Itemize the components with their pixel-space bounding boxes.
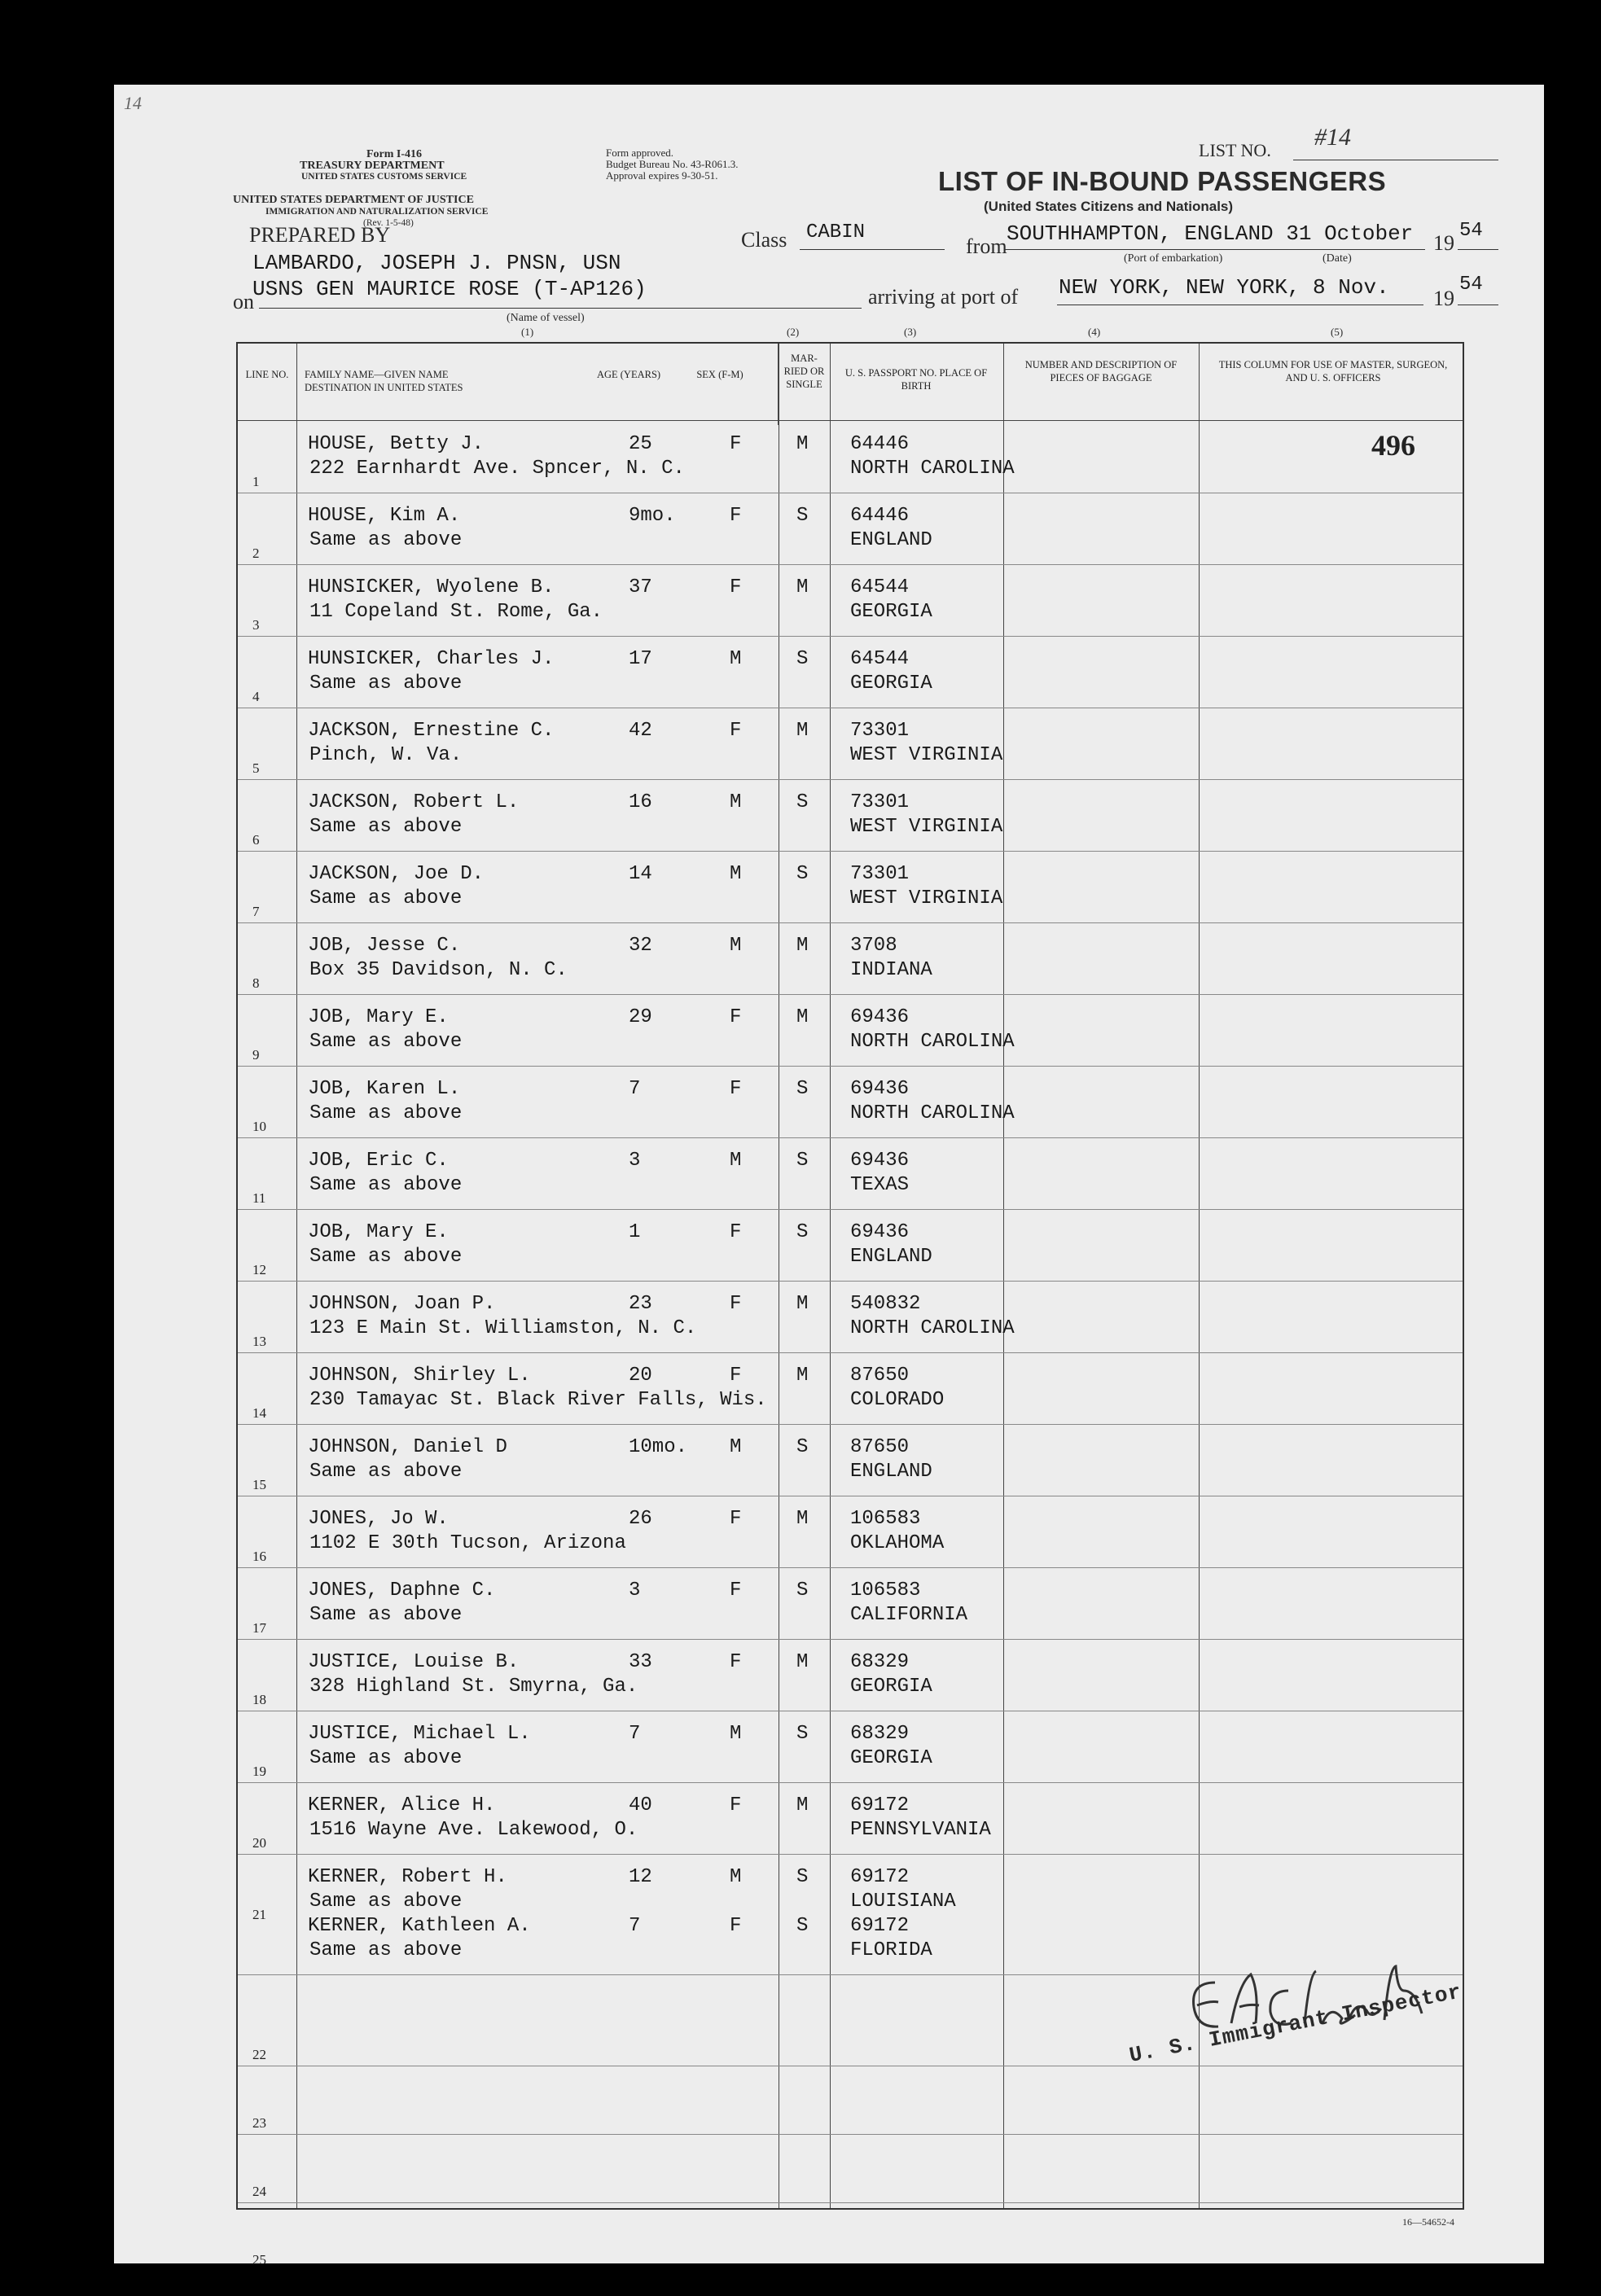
arriving-label: arriving at port of <box>868 285 1019 309</box>
passenger-sex: M <box>730 863 742 885</box>
passenger-destination: 11 Copeland St. Rome, Ga. <box>309 601 603 623</box>
passenger-destination: Same as above <box>309 1031 463 1053</box>
table-row <box>238 1496 1463 1568</box>
passenger-marital: S <box>796 1150 809 1172</box>
from-year-prefix: 19 <box>1433 231 1454 255</box>
passenger-destination: Same as above <box>309 529 463 551</box>
passport-number: 73301 <box>850 863 910 885</box>
passenger-age: 1 <box>629 1221 641 1243</box>
line-number: 10 <box>252 1119 266 1134</box>
birth-place: COLORADO <box>850 1389 945 1411</box>
passport-number: 73301 <box>850 791 910 813</box>
passport-number: 64544 <box>850 648 910 670</box>
passenger-marital: S <box>796 648 809 670</box>
passenger-age: 9mo. <box>629 505 676 527</box>
passenger-age: 29 <box>629 1006 652 1028</box>
passenger-destination: Same as above <box>309 1174 463 1196</box>
passenger-sex: M <box>730 935 742 957</box>
passenger-name: JUSTICE, Michael L. <box>308 1723 531 1745</box>
passenger-sex: F <box>730 1293 742 1315</box>
col-header-married: MAR- RIED OR SINGLE <box>783 353 825 390</box>
passenger-marital: S <box>796 1723 809 1745</box>
line-number: 4 <box>252 689 260 704</box>
passenger-destination: Same as above <box>309 1461 463 1483</box>
passenger-sex: M <box>730 1436 742 1458</box>
col-header-passport: U. S. PASSPORT NO. PLACE OF BIRTH <box>844 367 988 392</box>
table-row <box>238 1210 1463 1282</box>
passenger-destination: Same as above <box>309 1939 463 1961</box>
col-header-officers: THIS COLUMN FOR USE OF MASTER, SURGEON, AND U. S. OFFICERS <box>1218 359 1448 383</box>
passenger-marital: M <box>796 1293 809 1315</box>
passenger-name: JONES, Daphne C. <box>308 1580 496 1602</box>
page-subtitle: (United States Citizens and Nationals) <box>984 199 1234 214</box>
approval-expires: Approval expires 9-30-51. <box>606 169 718 182</box>
line-number: 22 <box>252 2047 266 2062</box>
passenger-name: HUNSICKER, Charles J. <box>308 648 555 670</box>
passenger-marital: M <box>796 576 809 598</box>
birth-place: OKLAHOMA <box>850 1532 945 1554</box>
passport-number: 3708 <box>850 935 897 957</box>
table-row <box>238 852 1463 923</box>
line-number: 15 <box>252 1477 266 1492</box>
line-number: 3 <box>252 617 260 633</box>
passenger-destination: Same as above <box>309 816 463 838</box>
budget-bureau: Budget Bureau No. 43-R061.3. <box>606 158 739 170</box>
passport-number: 69172 <box>850 1794 910 1816</box>
date-caption: (Date) <box>1322 252 1352 265</box>
passenger-destination: Same as above <box>309 887 463 909</box>
prepared-by-value: LAMBARDO, JOSEPH J. PNSN, USN <box>252 251 621 275</box>
passenger-age: 3 <box>629 1150 641 1172</box>
line-number: 13 <box>252 1334 266 1349</box>
passenger-name: KERNER, Kathleen A. <box>308 1915 531 1937</box>
passenger-marital: S <box>796 1436 809 1458</box>
table-row <box>238 1138 1463 1210</box>
page-title: LIST OF IN-BOUND PASSENGERS <box>938 166 1387 196</box>
table-row <box>238 708 1463 780</box>
birth-place: FLORIDA <box>850 1939 932 1961</box>
passenger-sex: F <box>730 1365 742 1387</box>
passenger-marital: M <box>796 935 809 957</box>
passenger-age: 37 <box>629 576 652 598</box>
passenger-destination: Same as above <box>309 1604 463 1626</box>
class-label: Class <box>741 228 787 252</box>
ins-service: IMMIGRATION AND NATURALIZATION SERVICE <box>265 207 489 217</box>
form-number: Form I-416 <box>366 148 423 160</box>
port-embarkation-caption: (Port of embarkation) <box>1124 252 1223 265</box>
passport-number: 69172 <box>850 1866 910 1888</box>
class-underline <box>800 249 945 250</box>
table-row-empty <box>238 2135 1463 2203</box>
line-number: 23 <box>252 2115 266 2131</box>
birth-place: ENGLAND <box>850 1461 932 1483</box>
passenger-destination: Same as above <box>309 1891 463 1913</box>
passport-number: 69172 <box>850 1915 910 1937</box>
table-row <box>238 1425 1463 1496</box>
passenger-marital: M <box>796 1794 809 1816</box>
passenger-destination: 328 Highland St. Smyrna, Ga. <box>309 1676 638 1698</box>
passenger-marital: M <box>796 1651 809 1673</box>
passport-number: 540832 <box>850 1293 921 1315</box>
passenger-sex: F <box>730 433 742 455</box>
justice-dept: UNITED STATES DEPARTMENT OF JUSTICE <box>233 194 474 206</box>
vessel-value: USNS GEN MAURICE ROSE (T-AP126) <box>252 277 647 301</box>
passenger-age: 20 <box>629 1365 652 1387</box>
table-row <box>238 1783 1463 1855</box>
arriving-year-value: 54 <box>1459 274 1483 296</box>
passenger-marital: S <box>796 1078 809 1100</box>
col-number-4: (4) <box>1088 326 1101 338</box>
line-number: 18 <box>252 1692 266 1707</box>
passport-number: 69436 <box>850 1078 910 1100</box>
line-number: 12 <box>252 1262 266 1277</box>
passport-number: 64544 <box>850 576 910 598</box>
passenger-age: 25 <box>629 433 652 455</box>
passenger-sex: M <box>730 1723 742 1745</box>
passenger-sex: F <box>730 1508 742 1530</box>
passenger-destination: Same as above <box>309 1246 463 1268</box>
col-number-5: (5) <box>1331 326 1344 338</box>
line-number: 24 <box>252 2184 266 2199</box>
passenger-marital: S <box>796 1915 809 1937</box>
passenger-marital: M <box>796 1508 809 1530</box>
table-row <box>238 780 1463 852</box>
passenger-age: 17 <box>629 648 652 670</box>
line-number: 19 <box>252 1764 266 1779</box>
passport-number: 64446 <box>850 433 910 455</box>
passenger-name: JOHNSON, Joan P. <box>308 1293 496 1315</box>
passenger-age: 3 <box>629 1580 641 1602</box>
passenger-age: 12 <box>629 1866 652 1888</box>
table-row <box>238 995 1463 1067</box>
passenger-sex: F <box>730 1915 742 1937</box>
passenger-age: 32 <box>629 935 652 957</box>
col-header-sex: SEX (F-M) <box>696 369 743 380</box>
passenger-age: 7 <box>629 1915 641 1937</box>
list-no-value: #14 <box>1314 124 1351 151</box>
passenger-marital: M <box>796 1365 809 1387</box>
passenger-sex: F <box>730 1221 742 1243</box>
passenger-name: JOHNSON, Daniel D <box>308 1436 507 1458</box>
passenger-name: JOB, Mary E. <box>308 1221 449 1243</box>
passenger-destination: 230 Tamayac St. Black River Falls, Wis. <box>309 1389 767 1411</box>
table-row <box>238 565 1463 637</box>
line-number: 6 <box>252 832 260 848</box>
passenger-name: HOUSE, Betty J. <box>308 433 485 455</box>
passenger-destination: Same as above <box>309 1747 463 1769</box>
line-number: 2 <box>252 546 260 561</box>
passenger-marital: M <box>796 720 809 742</box>
on-label: on <box>233 290 254 313</box>
passenger-age: 16 <box>629 791 652 813</box>
from-year-underline <box>1458 249 1498 250</box>
birth-place: CALIFORNIA <box>850 1604 968 1626</box>
passenger-name: JOB, Eric C. <box>308 1150 449 1172</box>
passport-number: 69436 <box>850 1221 910 1243</box>
passenger-sex: M <box>730 791 742 813</box>
birth-place: PENNSYLVANIA <box>850 1819 991 1841</box>
line-number: 14 <box>252 1405 266 1421</box>
passport-number: 69436 <box>850 1006 910 1028</box>
birth-place: NORTH CAROLINA <box>850 1102 1015 1124</box>
from-year-value: 54 <box>1459 220 1483 242</box>
line-number: 8 <box>252 975 260 991</box>
passport-number: 68329 <box>850 1723 910 1745</box>
col-number-2: (2) <box>787 326 800 338</box>
passenger-age: 7 <box>629 1078 641 1100</box>
passenger-name: HUNSICKER, Wyolene B. <box>308 576 555 598</box>
line-number: 17 <box>252 1620 266 1636</box>
birth-place: GEORGIA <box>850 1676 932 1698</box>
table-row-empty <box>238 2066 1463 2135</box>
passenger-destination: Same as above <box>309 1102 463 1124</box>
passenger-sex: F <box>730 505 742 527</box>
revision: (Rev. 1-5-48) <box>363 218 414 228</box>
col-header-age: AGE (YEARS) <box>596 369 661 380</box>
passenger-name: HOUSE, Kim A. <box>308 505 461 527</box>
table-row <box>238 1353 1463 1425</box>
passenger-marital: M <box>796 433 809 455</box>
officer-mark: 496 <box>1371 429 1415 462</box>
passport-number: 87650 <box>850 1365 910 1387</box>
passenger-sex: F <box>730 1078 742 1100</box>
passenger-marital: S <box>796 1580 809 1602</box>
passenger-marital: S <box>796 505 809 527</box>
treasury-dept: TREASURY DEPARTMENT <box>300 160 445 172</box>
line-number: 25 <box>252 2252 266 2268</box>
passenger-age: 10mo. <box>629 1436 688 1458</box>
form-approved: Form approved. <box>606 147 674 159</box>
birth-place: TEXAS <box>850 1174 910 1196</box>
passenger-sex: F <box>730 1580 742 1602</box>
birth-place: NORTH CAROLINA <box>850 1031 1015 1053</box>
passenger-age: 14 <box>629 863 652 885</box>
passenger-name: JOB, Jesse C. <box>308 935 461 957</box>
passenger-age: 42 <box>629 720 652 742</box>
birth-place: LOUISIANA <box>850 1891 956 1913</box>
prepared-by-label: PREPARED BY <box>249 223 391 247</box>
col-number-3: (3) <box>904 326 917 338</box>
passport-number: 68329 <box>850 1651 910 1673</box>
passenger-sex: M <box>730 1150 742 1172</box>
passenger-name: JACKSON, Ernestine C. <box>308 720 555 742</box>
arriving-year-prefix: 19 <box>1433 287 1454 310</box>
birth-place: WEST VIRGINIA <box>850 887 1003 909</box>
passport-number: 106583 <box>850 1580 921 1602</box>
passenger-sex: M <box>730 648 742 670</box>
passenger-destination: 222 Earnhardt Ave. Spncer, N. C. <box>309 458 685 480</box>
passenger-name: JOHNSON, Shirley L. <box>308 1365 531 1387</box>
passenger-age: 7 <box>629 1723 641 1745</box>
line-number: 1 <box>252 474 260 489</box>
table-row-empty <box>238 2203 1463 2272</box>
passenger-marital: S <box>796 791 809 813</box>
line-number: 9 <box>252 1047 260 1063</box>
col-header-baggage: NUMBER AND DESCRIPTION OF PIECES OF BAGGAGE <box>1024 359 1178 383</box>
passenger-destination: 1102 E 30th Tucson, Arizona <box>309 1532 626 1554</box>
list-no-label: LIST NO. <box>1199 140 1271 160</box>
passport-number: 87650 <box>850 1436 910 1458</box>
passenger-marital: M <box>796 1006 809 1028</box>
passenger-sex: F <box>730 1006 742 1028</box>
customs-service: UNITED STATES CUSTOMS SERVICE <box>301 172 467 182</box>
passport-number: 106583 <box>850 1508 921 1530</box>
passenger-name: JACKSON, Joe D. <box>308 863 485 885</box>
birth-place: INDIANA <box>850 959 932 981</box>
from-value: SOUTHHAMPTON, ENGLAND 31 October <box>1007 221 1414 246</box>
from-label: from <box>966 234 1007 258</box>
passenger-sex: F <box>730 720 742 742</box>
passenger-sex: M <box>730 1866 742 1888</box>
birth-place: GEORGIA <box>850 601 932 623</box>
passenger-marital: S <box>796 1866 809 1888</box>
passenger-marital: S <box>796 1221 809 1243</box>
passenger-name: KERNER, Robert H. <box>308 1866 507 1888</box>
col-number-1: (1) <box>521 326 534 338</box>
passenger-age: 33 <box>629 1651 652 1673</box>
birth-place: NORTH CAROLINA <box>850 1317 1015 1339</box>
birth-place: NORTH CAROLINA <box>850 458 1015 480</box>
passenger-age: 40 <box>629 1794 652 1816</box>
passenger-name: JOB, Mary E. <box>308 1006 449 1028</box>
passport-number: 69436 <box>850 1150 910 1172</box>
line-number: 21 <box>252 1907 266 1922</box>
passenger-sex: F <box>730 1794 742 1816</box>
table-row <box>238 1711 1463 1783</box>
table-row <box>238 1568 1463 1640</box>
passenger-destination: Box 35 Davidson, N. C. <box>309 959 568 981</box>
passenger-destination: 1516 Wayne Ave. Lakewood, O. <box>309 1819 638 1841</box>
birth-place: ENGLAND <box>850 529 932 551</box>
vessel-caption: (Name of vessel) <box>507 312 585 324</box>
table-row <box>238 493 1463 565</box>
passenger-age: 26 <box>629 1508 652 1530</box>
inspector-title: U. S. Immigrant Inspector <box>1127 1979 1464 2068</box>
table-row <box>238 637 1463 708</box>
birth-place: WEST VIRGINIA <box>850 816 1003 838</box>
line-number: 16 <box>252 1549 266 1564</box>
header-divider <box>238 420 1463 421</box>
class-value: CABIN <box>806 221 866 243</box>
passenger-age: 23 <box>629 1293 652 1315</box>
table-row <box>238 923 1463 995</box>
passenger-name: JUSTICE, Louise B. <box>308 1651 520 1673</box>
line-number: 7 <box>252 904 260 919</box>
passport-number: 73301 <box>850 720 910 742</box>
footer-code: 16—54652-4 <box>1402 2216 1454 2228</box>
passport-number: 64446 <box>850 505 910 527</box>
vessel-underline <box>259 308 862 309</box>
line-number: 5 <box>252 760 260 776</box>
table-row <box>238 1640 1463 1711</box>
line-number: 11 <box>252 1190 266 1206</box>
passenger-name: JACKSON, Robert L. <box>308 791 520 813</box>
passenger-marital: S <box>796 863 809 885</box>
birth-place: GEORGIA <box>850 673 932 694</box>
birth-place: ENGLAND <box>850 1246 932 1268</box>
passenger-name: JONES, Jo W. <box>308 1508 449 1530</box>
passenger-destination: Same as above <box>309 673 463 694</box>
passenger-destination: Pinch, W. Va. <box>309 744 463 766</box>
col-header-name: FAMILY NAME—GIVEN NAME DESTINATION IN UNITED STATES <box>305 369 463 393</box>
passenger-name: JOB, Karen L. <box>308 1078 461 1100</box>
passenger-destination: 123 E Main St. Williamston, N. C. <box>309 1317 697 1339</box>
passenger-name: KERNER, Alice H. <box>308 1794 496 1816</box>
birth-place: GEORGIA <box>850 1747 932 1769</box>
corner-mark: 14 <box>124 93 142 113</box>
table-row <box>238 1282 1463 1353</box>
col-header-line: LINE NO. <box>245 369 289 380</box>
table-row <box>238 1067 1463 1138</box>
line-number: 20 <box>252 1835 266 1851</box>
table-row <box>238 422 1463 493</box>
from-underline <box>1005 249 1425 250</box>
arriving-value: NEW YORK, NEW YORK, 8 Nov. <box>1059 275 1389 300</box>
passenger-sex: F <box>730 1651 742 1673</box>
passenger-sex: F <box>730 576 742 598</box>
birth-place: WEST VIRGINIA <box>850 744 1003 766</box>
